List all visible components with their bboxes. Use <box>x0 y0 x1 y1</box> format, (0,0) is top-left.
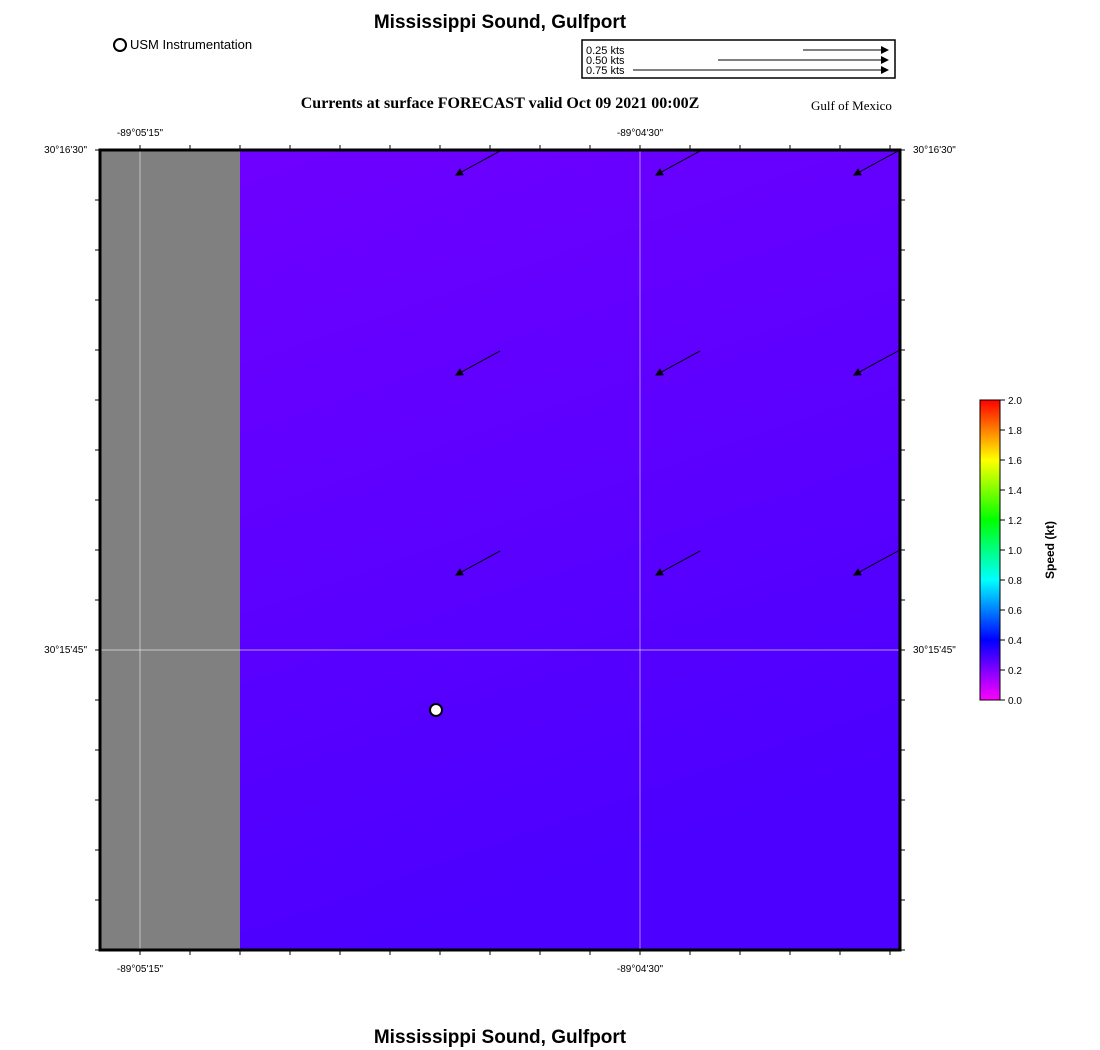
vector-legend-label: 0.50 kts <box>586 55 625 67</box>
station-legend-label: USM Instrumentation <box>130 37 253 52</box>
colorbar-tick-label: 0.6 <box>1008 606 1022 617</box>
colorbar-tick-label: 1.2 <box>1008 516 1022 527</box>
colorbar-tick-label: 0.0 <box>1008 696 1022 707</box>
longitude-label: -89°04'30" <box>616 964 664 975</box>
usm-station-marker <box>430 704 442 716</box>
vector-legend-box <box>582 40 895 78</box>
land-area <box>100 150 240 950</box>
colorbar-tick-label: 0.8 <box>1008 576 1022 587</box>
longitude-label: -89°05'15" <box>116 964 164 975</box>
vector-legend-label: 0.75 kts <box>586 65 625 77</box>
vector-scale-legend <box>581 39 897 81</box>
map-title: Mississippi Sound, Gulfport <box>373 12 627 33</box>
latitude-label: 30°15'45" <box>913 645 956 656</box>
colorbar-tick-label: 0.4 <box>1008 636 1022 647</box>
colorbar-tick-label: 0.2 <box>1008 666 1022 677</box>
station-legend <box>113 37 252 52</box>
forecast-subtitle: Currents at surface FORECAST valid Oct 09 2021 00:00Z <box>300 95 700 112</box>
latitude-label: 30°16'30" <box>913 145 956 156</box>
hollow-circle-icon <box>113 38 127 52</box>
colorbar-scale <box>980 400 1000 700</box>
region-label: Gulf of Mexico <box>811 98 892 113</box>
latitude-label: 30°15'45" <box>44 645 87 656</box>
colorbar-label: Speed (kt) <box>1043 520 1057 580</box>
speed-colorbar <box>970 390 1090 710</box>
colorbar-tick-label: 1.8 <box>1008 426 1022 437</box>
longitude-label: -89°04'30" <box>616 128 664 139</box>
colorbar-tick-label: 1.4 <box>1008 486 1022 497</box>
latitude-label: 30°16'30" <box>44 145 87 156</box>
colorbar-tick-label: 2.0 <box>1008 396 1022 407</box>
vector-legend-label: 0.25 kts <box>586 45 625 57</box>
longitude-label: -89°05'15" <box>116 128 164 139</box>
colorbar-tick-label: 1.0 <box>1008 546 1022 557</box>
colorbar-tick-label: 1.6 <box>1008 456 1022 467</box>
current-map <box>0 110 960 980</box>
footer-title: Mississippi Sound, Gulfport <box>373 1027 627 1048</box>
